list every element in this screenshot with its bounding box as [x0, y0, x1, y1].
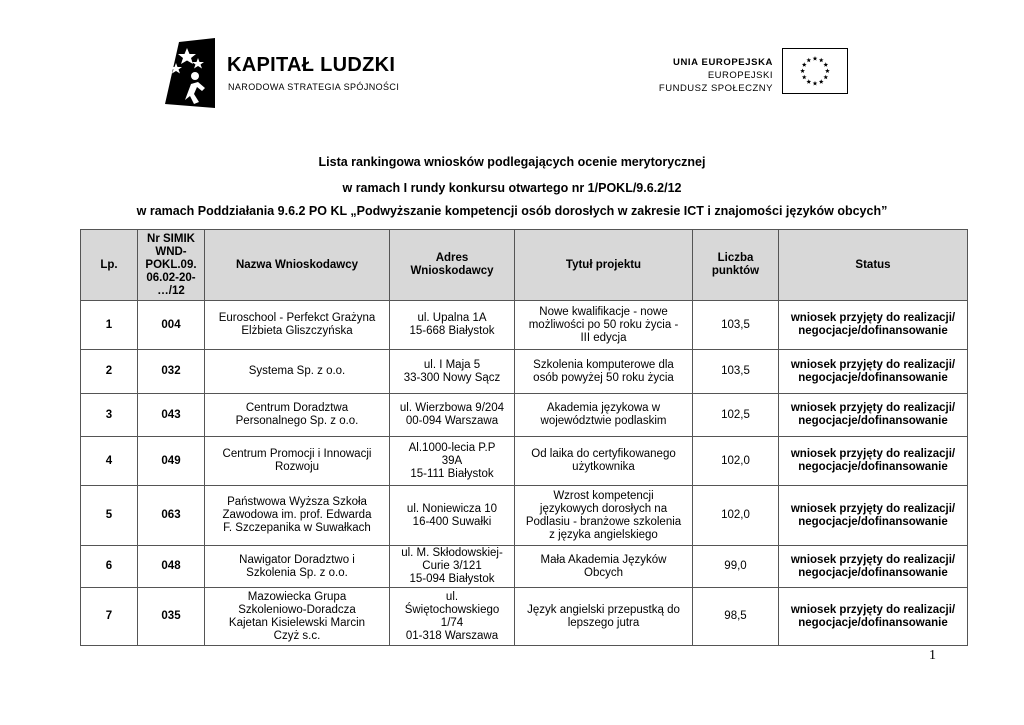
cell-adres-line: 33-300 Nowy Sącz [403, 371, 501, 384]
eu-star-icon [823, 62, 828, 66]
cell-nr [138, 394, 205, 437]
cell-adres-line: 15-668 Białystok [409, 325, 495, 337]
page-number: 1 [929, 648, 936, 663]
cell-nr-line: 032 [161, 365, 181, 377]
kapital-ludzki-logo [165, 38, 400, 110]
cell-tytul-line: Akademia językowa w [546, 402, 661, 414]
cell-nazwa-line: Zawodowa im. prof. Edwarda [222, 509, 372, 521]
cell-punkty-line: 98,5 [724, 610, 747, 622]
eu-logo-text [659, 56, 773, 95]
cell-nr [138, 588, 205, 646]
eu-logo [655, 48, 855, 100]
cell-lp-line: 3 [105, 408, 113, 421]
cell-adres [390, 588, 515, 646]
cell-status [779, 546, 968, 588]
header-line: POKL.09. [145, 258, 197, 271]
cell-nr-line: 049 [161, 454, 181, 467]
table-row [81, 486, 968, 546]
cell-status-line: wniosek przyjęty do realizacji/ [790, 502, 956, 515]
cell-adres-line: 39A [441, 454, 463, 467]
eu-star-icon [802, 62, 807, 66]
header-punkty [693, 230, 779, 301]
cell-nr [138, 437, 205, 486]
cell-punkty-line: 103,5 [721, 365, 750, 377]
eu-star-icon [800, 69, 805, 73]
cell-tytul-line: Szkolenia komputerowe dla [533, 358, 674, 371]
cell-status-line: negocjacje/dofinansowanie [798, 461, 948, 473]
cell-nr [138, 546, 205, 588]
cell-nazwa [205, 301, 390, 350]
cell-adres-line: 01-318 Warszawa [405, 629, 499, 642]
cell-nazwa-line: Centrum Doradztwa [245, 402, 349, 414]
ranking-table [80, 229, 968, 646]
cell-punkty [693, 394, 779, 437]
cell-punkty-line: 103,5 [721, 318, 750, 331]
header-lp: Lp. [81, 230, 138, 301]
cell-status-line: wniosek przyjęty do realizacji/ [790, 402, 956, 414]
cell-tytul [515, 546, 693, 588]
cell-nr-line: 004 [161, 318, 181, 331]
eu-star-icon [802, 75, 807, 79]
document-title-line2: w ramach I rundy konkursu otwartego nr 1/POKL/9.6.2/12 [342, 181, 682, 195]
cell-adres-line: 16-400 Suwałki [412, 515, 492, 528]
kapital-ludzki-subtitle: NARODOWA STRATEGIA SPÓJNOŚCI [228, 82, 400, 92]
kapital-ludzki-title: KAPITAŁ LUDZKI [227, 54, 396, 76]
header-nazwa: Nazwa Wnioskodawcy [205, 230, 390, 301]
cell-adres-line: 15-094 Białystok [409, 573, 495, 585]
cell-nr [138, 350, 205, 394]
cell-status-line: negocjacje/dofinansowanie [798, 325, 948, 337]
cell-nr-line: 035 [161, 610, 181, 622]
cell-tytul-line: z języka angielskiego [549, 528, 658, 541]
eu-star-icon [819, 58, 824, 63]
cell-adres-line: ul. Upalna 1A [417, 312, 487, 324]
cell-tytul [515, 394, 693, 437]
cell-punkty [693, 437, 779, 486]
cell-lp-line: 4 [105, 454, 113, 467]
header-tytul: Tytuł projektu [515, 230, 693, 301]
cell-status-line: wniosek przyjęty do realizacji/ [790, 448, 956, 460]
cell-nazwa [205, 546, 390, 588]
cell-punkty-line: 102,0 [721, 509, 750, 521]
cell-adres-line: Świętochowskiego [404, 603, 500, 616]
cell-status-line: negocjacje/dofinansowanie [798, 371, 948, 384]
cell-tytul-line: Podlasiu - branżowe szkolenia [525, 515, 682, 528]
cell-adres-line: ul. Wierzbowa 9/204 [399, 402, 505, 414]
header-line: 06.02-20- [146, 271, 196, 284]
cell-tytul-line: Język angielski przepustką do [527, 603, 680, 616]
cell-tytul [515, 350, 693, 394]
cell-lp-line: 1 [105, 318, 113, 331]
cell-adres-line: Curie 3/121 [422, 560, 482, 572]
cell-lp-line: 6 [105, 560, 113, 572]
eu-star-icon [806, 58, 811, 63]
eu-line1: UNIA EUROPEJSKA [673, 57, 773, 68]
eu-star-icon [825, 69, 830, 73]
cell-adres-line: 1/74 [440, 616, 464, 629]
cell-tytul-line: osób powyżej 50 roku życia [533, 371, 674, 384]
cell-nazwa-line: Czyż s.c. [273, 629, 321, 642]
cell-status [779, 350, 968, 394]
header-line: punktów [711, 265, 760, 277]
cell-nr [138, 486, 205, 546]
cell-punkty [693, 350, 779, 394]
cell-adres-line: ul. M. Skłodowskiej- [401, 547, 503, 559]
table-row [81, 588, 968, 646]
cell-adres [390, 350, 515, 394]
header-simik [138, 230, 205, 301]
header-adres [390, 230, 515, 301]
cell-nazwa [205, 486, 390, 546]
table-row [81, 301, 968, 350]
cell-nazwa-line: Systema Sp. z o.o. [248, 365, 346, 377]
cell-status [779, 437, 968, 486]
cell-nazwa-line: Elżbieta Gliszczyńska [241, 325, 353, 337]
table-row [81, 394, 968, 437]
cell-lp-line: 7 [105, 610, 113, 622]
cell-adres [390, 394, 515, 437]
cell-nazwa-line: Personalnego Sp. z o.o. [235, 415, 359, 427]
cell-tytul-line: językowych dorosłych na [539, 502, 668, 515]
cell-tytul-line: województwie podlaskim [540, 415, 667, 427]
cell-status [779, 394, 968, 437]
cell-lp [81, 486, 138, 546]
table-header-row [81, 230, 968, 301]
cell-status-line: wniosek przyjęty do realizacji/ [790, 312, 956, 324]
eu-star-icon [813, 81, 818, 85]
cell-nazwa [205, 350, 390, 394]
cell-nazwa-line: Centrum Promocji i Innowacji [222, 448, 372, 460]
cell-nazwa-line: F. Szczepanika w Suwałkach [223, 522, 371, 534]
eu-line3: FUNDUSZ SPOŁECZNY [658, 83, 773, 94]
cell-tytul-line: lepszego jutra [567, 616, 640, 629]
cell-adres-line: 15-111 Białystok [410, 467, 494, 480]
document-title-line1: Lista rankingowa wniosków podlegających ocenie merytorycznej [318, 155, 706, 169]
eu-star-icon [823, 75, 828, 79]
cell-adres-line: ul. I Maja 5 [423, 358, 481, 371]
cell-nr-line: 063 [161, 509, 181, 521]
cell-status-line: wniosek przyjęty do realizacji/ [790, 603, 956, 616]
cell-lp [81, 350, 138, 394]
cell-tytul [515, 486, 693, 546]
cell-status [779, 486, 968, 546]
cell-adres [390, 301, 515, 350]
cell-punkty [693, 546, 779, 588]
cell-lp [81, 394, 138, 437]
cell-tytul [515, 588, 693, 646]
cell-tytul-line: Obcych [584, 566, 623, 579]
cell-adres-line: 00-094 Warszawa [405, 415, 499, 427]
cell-punkty [693, 486, 779, 546]
ranking-table-body [81, 301, 968, 646]
cell-tytul-line: Wzrost kompetencji [553, 489, 654, 502]
table-row [81, 437, 968, 486]
cell-adres-line: ul. [445, 590, 459, 603]
header-status: Status [779, 230, 968, 301]
cell-tytul-line: użytkownika [572, 461, 635, 473]
cell-nazwa-line: Państwowa Wyższa Szkoła [227, 496, 367, 508]
cell-punkty-line: 102,0 [721, 454, 750, 467]
header-line: Adres [435, 252, 469, 264]
cell-lp [81, 588, 138, 646]
cell-status-line: negocjacje/dofinansowanie [798, 566, 948, 579]
cell-tytul-line: III edycja [580, 331, 627, 344]
cell-status-line: wniosek przyjęty do realizacji/ [790, 553, 956, 566]
cell-status-line: negocjacje/dofinansowanie [798, 415, 948, 427]
cell-lp [81, 546, 138, 588]
cell-status-line: negocjacje/dofinansowanie [798, 616, 948, 629]
header-line: …/12 [157, 284, 185, 297]
cell-adres-line: ul. Noniewicza 10 [406, 502, 498, 515]
cell-status-line: negocjacje/dofinansowanie [798, 515, 948, 528]
cell-lp-line: 2 [105, 365, 113, 377]
cell-nazwa [205, 437, 390, 486]
eu-star-icon [813, 56, 818, 60]
cell-punkty-line: 102,5 [721, 408, 750, 421]
eu-flag-icon [782, 48, 848, 94]
cell-nazwa-line: Kajetan Kisielewski Marcin [228, 616, 366, 629]
cell-tytul-line: Od laika do certyfikowanego [531, 448, 676, 460]
cell-nazwa-line: Nawigator Doradztwo i [239, 553, 355, 566]
cell-lp [81, 301, 138, 350]
header-line: Nr SIMIK [147, 232, 195, 245]
cell-nr-line: 048 [161, 560, 181, 572]
cell-lp-line: 5 [105, 509, 113, 521]
table-row [81, 350, 968, 394]
cell-status-line: wniosek przyjęty do realizacji/ [790, 358, 956, 371]
document-title-line3: w ramach Poddziałania 9.6.2 PO KL „Podwyższanie kompetencji osób dorosłych w zakresie ICT i znajomości języków obcych” [136, 204, 888, 218]
cell-tytul [515, 301, 693, 350]
table-row [81, 546, 968, 588]
cell-status [779, 588, 968, 646]
cell-punkty [693, 301, 779, 350]
cell-nazwa-line: Mazowiecka Grupa [247, 590, 347, 603]
eu-star-icon [806, 79, 811, 83]
cell-lp [81, 437, 138, 486]
kapital-ludzki-emblem-icon [165, 38, 215, 108]
cell-adres [390, 546, 515, 588]
eu-star-icon [819, 79, 824, 83]
eu-line2: EUROPEJSKI [707, 70, 773, 81]
cell-tytul-line: możliwości po 50 roku życia - [528, 318, 679, 331]
cell-adres [390, 486, 515, 546]
cell-tytul-line: Nowe kwalifikacje - nowe [539, 305, 668, 318]
cell-punkty-line: 99,0 [724, 560, 747, 572]
header-line: WND- [155, 245, 187, 258]
cell-status [779, 301, 968, 350]
header-line: Liczba [717, 252, 754, 264]
cell-nazwa-line: Euroschool - Perfekct Grażyna [218, 312, 376, 324]
cell-adres [390, 437, 515, 486]
cell-nazwa-line: Szkolenia Sp. z o.o. [246, 566, 348, 579]
header-line: Wnioskodawcy [410, 265, 494, 277]
cell-adres-line: Al.1000-lecia P.P [408, 441, 496, 454]
cell-nr [138, 301, 205, 350]
cell-nr-line: 043 [161, 408, 181, 421]
cell-nazwa [205, 588, 390, 646]
cell-nazwa-line: Szkoleniowo-Doradcza [238, 603, 356, 616]
cell-tytul [515, 437, 693, 486]
cell-tytul-line: Mała Akademia Języków [540, 553, 667, 566]
cell-punkty [693, 588, 779, 646]
cell-nazwa [205, 394, 390, 437]
cell-nazwa-line: Rozwoju [274, 461, 320, 473]
